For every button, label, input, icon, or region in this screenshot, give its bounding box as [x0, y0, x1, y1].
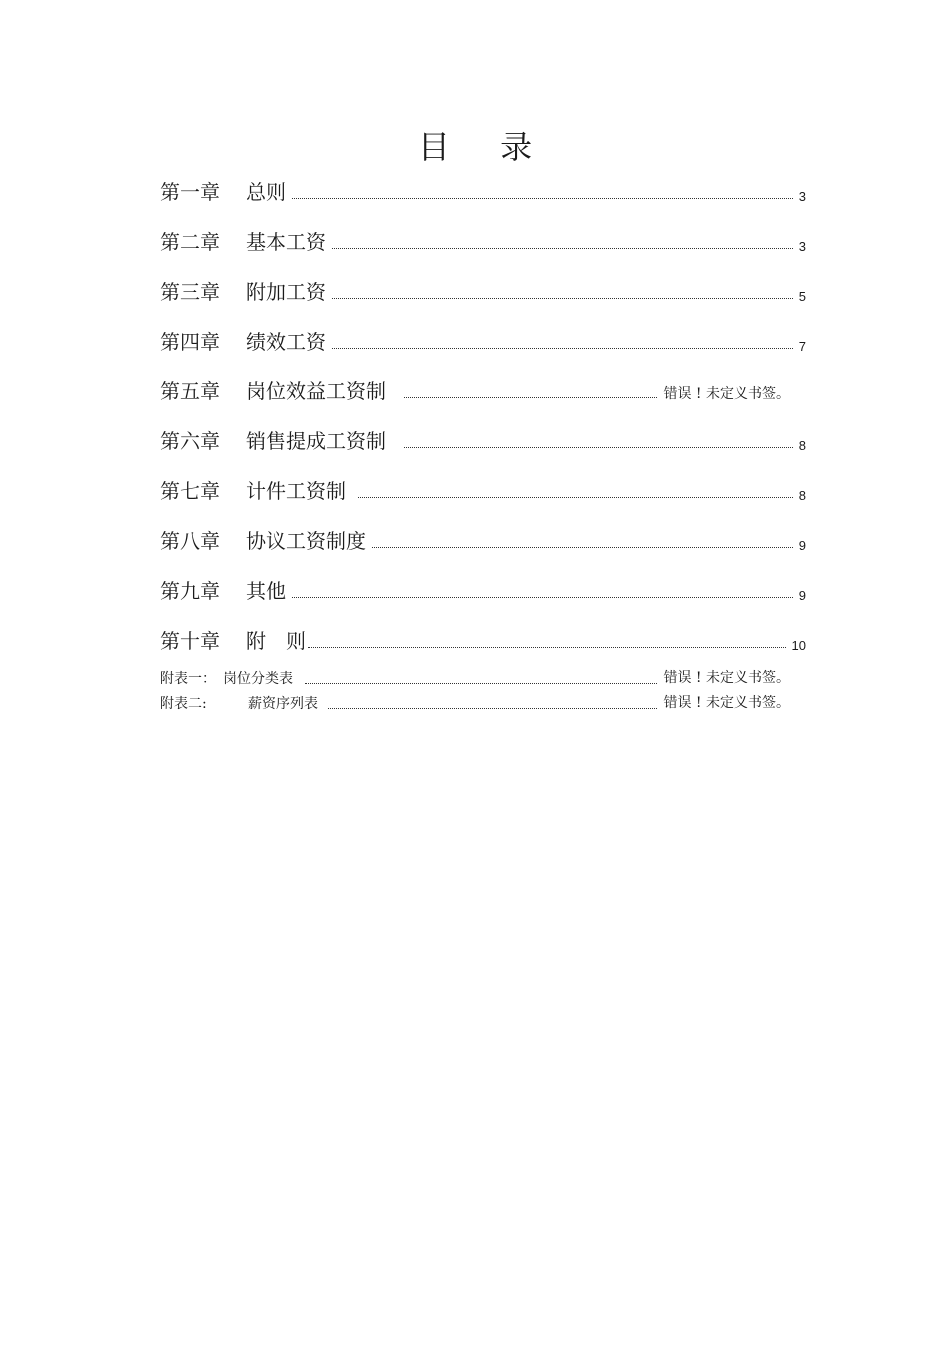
toc-entry[interactable]	[160, 329, 806, 355]
page-number: 8	[798, 488, 806, 503]
toc-entry[interactable]	[160, 229, 806, 255]
chapter-title: 销售提成工资制	[246, 429, 386, 453]
chapter-number: 第四章	[160, 330, 220, 354]
page-number: 错误 ! 未定义书签。	[663, 695, 790, 711]
chapter-title: 附加工资	[246, 280, 326, 304]
toc-entry[interactable]	[160, 279, 806, 305]
toc-appendix-entry[interactable]	[160, 693, 790, 713]
chapter-title: 附 则	[246, 629, 306, 653]
page-number: 错误 ! 未定义书签。	[663, 670, 790, 686]
dot-leader	[358, 497, 793, 498]
page-number: 3	[798, 189, 806, 204]
toc-entry[interactable]	[160, 428, 806, 454]
dot-leader	[328, 708, 657, 709]
page-number: 7	[798, 339, 806, 354]
dot-leader	[305, 683, 657, 684]
dot-leader	[308, 647, 786, 648]
page-number: 9	[798, 588, 806, 603]
chapter-title: 总则	[246, 180, 286, 204]
dot-leader	[372, 547, 793, 548]
appendix-title: 薪资序列表	[248, 696, 318, 712]
toc-appendix-entry[interactable]	[160, 668, 790, 688]
toc-entry[interactable]	[160, 578, 806, 604]
dot-leader	[292, 597, 793, 598]
toc-entry[interactable]	[160, 478, 806, 504]
chapter-title: 其他	[246, 579, 286, 603]
chapter-title: 岗位效益工资制	[246, 379, 386, 403]
toc-title: 目 录	[417, 128, 553, 166]
chapter-number: 第三章	[160, 280, 220, 304]
chapter-title: 基本工资	[246, 230, 326, 254]
toc-entry[interactable]	[160, 628, 806, 654]
page-number: 10	[791, 638, 806, 653]
dot-leader	[332, 348, 793, 349]
chapter-title: 协议工资制度	[246, 529, 366, 553]
chapter-number: 第二章	[160, 230, 220, 254]
chapter-number: 第一章	[160, 180, 220, 204]
dot-leader	[332, 298, 793, 299]
appendix-label: 附表二:	[160, 696, 207, 712]
page-number: 8	[798, 438, 806, 453]
appendix-title: 岗位分类表	[223, 671, 293, 687]
chapter-title: 计件工资制	[246, 479, 346, 503]
page-number: 9	[798, 538, 806, 553]
chapter-number: 第七章	[160, 479, 220, 503]
dot-leader	[404, 447, 793, 448]
chapter-number: 第六章	[160, 429, 220, 453]
appendix-label: 附表一：	[160, 671, 216, 687]
dot-leader	[404, 397, 657, 398]
chapter-number: 第五章	[160, 379, 220, 403]
dot-leader	[292, 198, 793, 199]
chapter-title: 绩效工资	[246, 330, 326, 354]
toc-entry[interactable]	[160, 179, 806, 205]
toc-entry[interactable]	[160, 378, 790, 404]
page-number: 错误 ! 未定义书签。	[663, 386, 790, 402]
chapter-number: 第八章	[160, 529, 220, 553]
toc-entry[interactable]	[160, 528, 806, 554]
page-number: 5	[798, 289, 806, 304]
chapter-number: 第九章	[160, 579, 220, 603]
page-number: 3	[798, 239, 806, 254]
dot-leader	[332, 248, 793, 249]
chapter-number: 第十章	[160, 629, 220, 653]
